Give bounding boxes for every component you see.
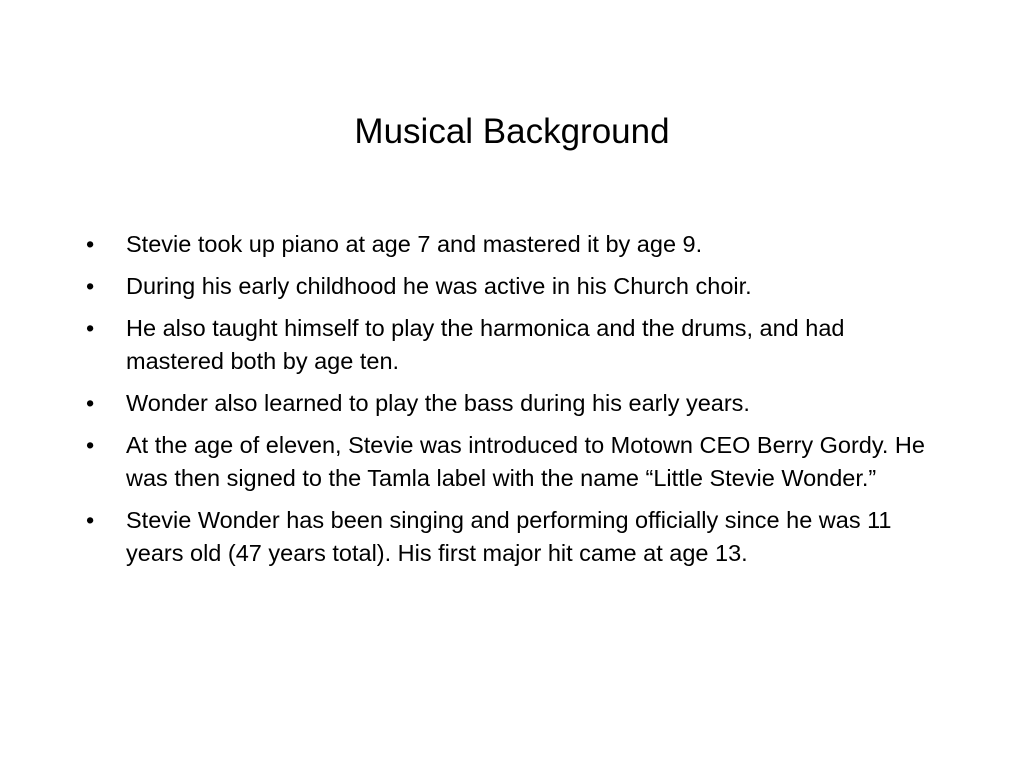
list-item — [84, 429, 940, 495]
list-item — [84, 312, 940, 378]
bullet-text: Wonder also learned to play the bass during his early years. — [126, 390, 750, 416]
bullet-icon: • — [86, 231, 95, 257]
bullet-text: Stevie took up piano at age 7 and mastered it by age 9. — [126, 231, 703, 257]
bullet-icon: • — [86, 432, 95, 458]
slide-title: Musical Background — [354, 112, 670, 151]
bullet-icon: • — [86, 315, 95, 341]
bullet-icon: • — [86, 507, 95, 533]
list-item — [84, 270, 940, 303]
bullet-text: He also taught himself to play the harmonica and the drums, and had mastered both by age ten. — [126, 315, 845, 374]
list-item — [84, 387, 940, 420]
bullet-text: At the age of eleven, Stevie was introduced to Motown CEO Berry Gordy. He was then signed to the Tamla label with the name “Little Stevie Wonder.” — [126, 432, 925, 491]
bullet-text: Stevie Wonder has been singing and performing officially since he was 11 years old (47 years total). His first major hit came at age 13. — [126, 507, 892, 566]
bullet-icon: • — [86, 390, 95, 416]
bullet-list — [84, 228, 940, 579]
list-item — [84, 504, 940, 570]
bullet-text: During his early childhood he was active in his Church choir. — [126, 273, 752, 299]
list-item — [84, 228, 940, 261]
bullet-icon: • — [86, 273, 95, 299]
